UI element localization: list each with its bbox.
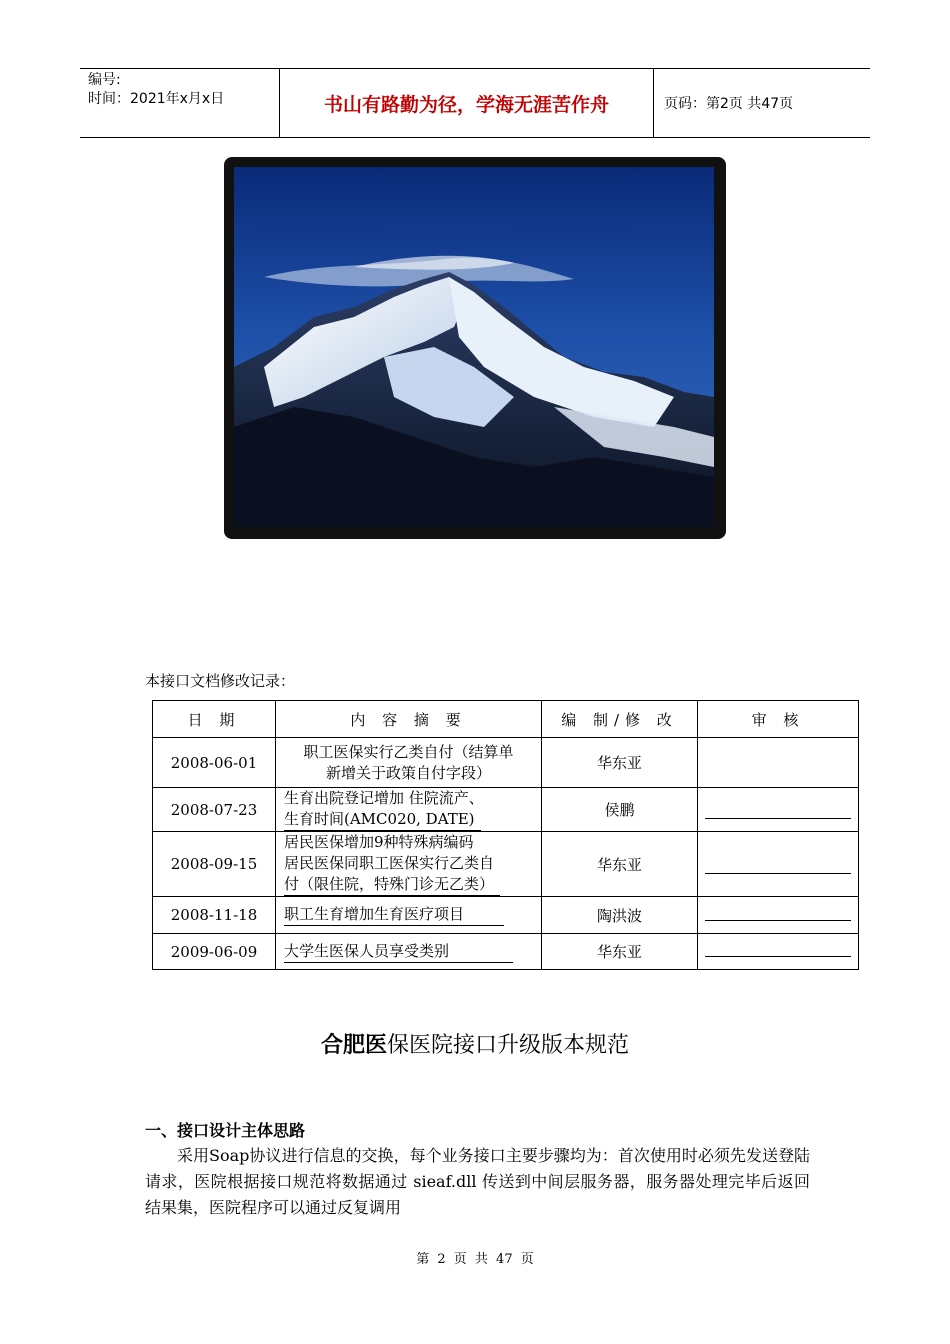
cell-date: 2008-11-18 [153, 897, 276, 934]
cell-review [698, 934, 859, 970]
cell-editor: 华东亚 [542, 832, 698, 897]
signature-line [705, 818, 851, 819]
section-paragraph: 采用Soap协议进行信息的交换，每个业务接口主要步骤均为：首次使用时必须先发送登陆请求，医院根据接口规范将数据通过 sieaf.dll 传送到中间层服务器，服务器处理完毕后返回结果集，医院程序可以通过反复调用 [145, 1146, 810, 1217]
signature-line [705, 920, 851, 921]
page-footer: 第 2 页 共 47 页 [416, 1252, 534, 1267]
cell-editor: 侯鹏 [542, 788, 698, 832]
mountain-photo [234, 167, 714, 527]
document-title-rest: 保医院接口升级版本规范 [387, 1033, 630, 1058]
table-row [153, 738, 859, 788]
cell-review [698, 897, 859, 934]
cell-date: 2008-06-01 [153, 738, 276, 788]
column-header-date: 日 期 [153, 701, 276, 738]
header-motto: 书山有路勤为径，学海无涯苦作舟 [280, 69, 654, 137]
time-label: 时间：2021年x月x日 [88, 91, 225, 107]
summary-line: 生育出院登记增加 住院流产、 [284, 789, 484, 807]
cell-editor: 华东亚 [542, 934, 698, 970]
cell-date: 2009-06-09 [153, 934, 276, 970]
document-title [0, 1028, 950, 1059]
cell-summary [276, 832, 542, 897]
revision-table [152, 700, 859, 970]
signature-line [705, 956, 851, 957]
summary-line: 职工生育增加生育医疗项目 [284, 904, 504, 926]
document-title-bold: 合肥医 [320, 1033, 387, 1058]
cell-review [698, 738, 859, 788]
column-header-summary: 内 容 摘 要 [276, 701, 542, 738]
summary-line: 付（限住院，特殊门诊无乙类） [284, 874, 500, 896]
cell-summary [276, 897, 542, 934]
signature-line [705, 873, 851, 874]
section-heading: 一、接口设计主体思路 [145, 1121, 306, 1140]
table-row [153, 788, 859, 832]
summary-line: 居民医保增加9种特殊病编码 [284, 833, 474, 851]
mountain-photo-frame [224, 157, 726, 539]
revision-record-title: 本接口文档修改记录： [145, 672, 296, 690]
summary-line: 居民医保同职工医保实行乙类自 [284, 854, 495, 872]
page-header [80, 68, 870, 138]
header-left-cell [80, 69, 280, 137]
cell-editor: 华东亚 [542, 738, 698, 788]
header-page-info: 页码：第2页 共47页 [664, 96, 794, 112]
summary-line: 新增关于政策自付字段） [325, 763, 491, 782]
summary-line: 职工医保实行乙类自付（结算单 [303, 742, 514, 761]
cell-date: 2008-09-15 [153, 832, 276, 897]
cell-summary [276, 738, 542, 788]
number-label: 编号: [88, 72, 121, 88]
column-header-editor: 编 制/修 改 [542, 701, 698, 738]
cell-review [698, 832, 859, 897]
summary-line: 大学生医保人员享受类别 [284, 941, 513, 963]
cell-review [698, 788, 859, 832]
table-row [153, 934, 859, 970]
cell-summary [276, 788, 542, 832]
table-row [153, 897, 859, 934]
summary-line: 生育时间(AMC020, DATE) [284, 809, 481, 831]
table-header-row [153, 701, 859, 738]
cell-date: 2008-07-23 [153, 788, 276, 832]
cell-editor: 陶洪波 [542, 897, 698, 934]
table-row [153, 832, 859, 897]
column-header-review: 审 核 [698, 701, 859, 738]
cell-summary [276, 934, 542, 970]
